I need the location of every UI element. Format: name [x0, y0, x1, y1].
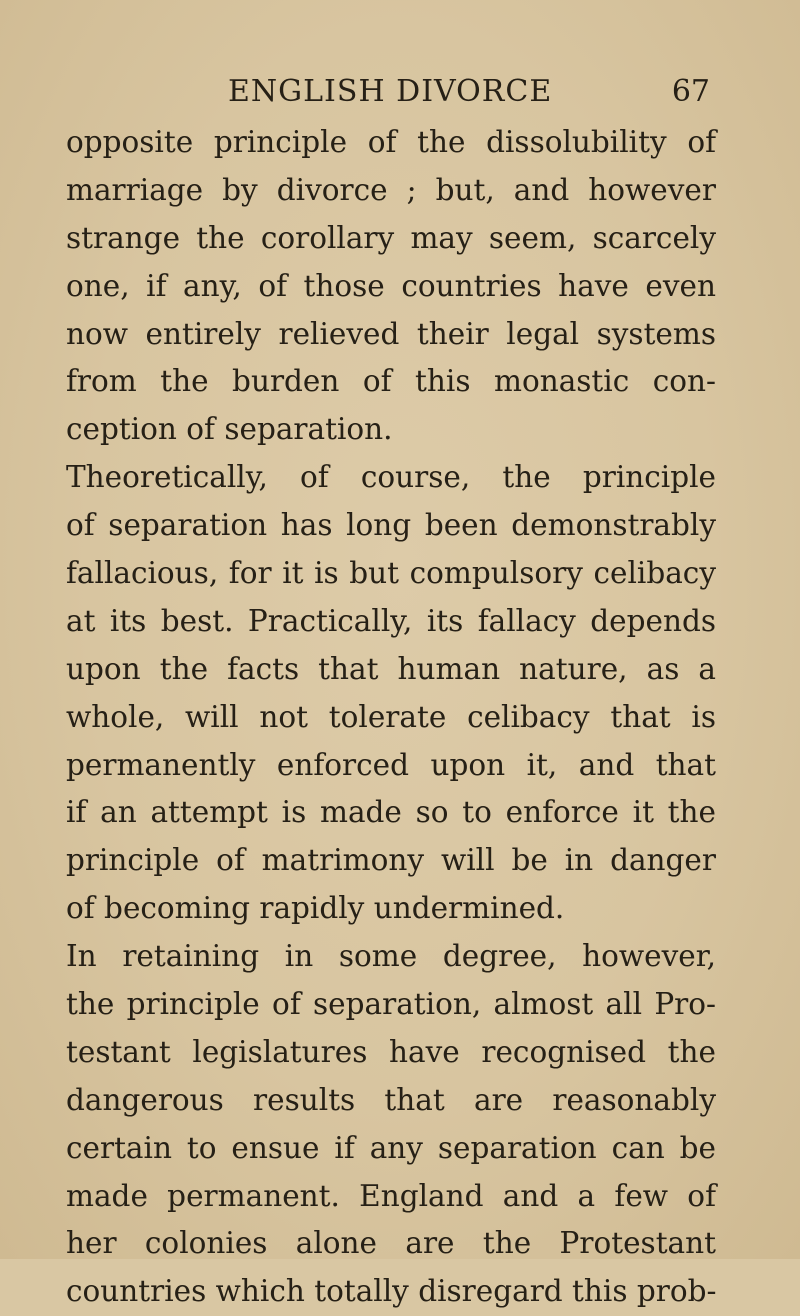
- text-line: at its best. Practically, its fallacy depends: [66, 603, 716, 638]
- text-line: now entirely relieved their legal systems: [66, 316, 716, 351]
- text-line: of becoming rapidly undermined.: [66, 891, 565, 926]
- page-number: 67: [671, 74, 710, 109]
- text-line: if an attempt is made so to enforce it the: [66, 795, 716, 830]
- text-line: of separation has long been demonstrably: [66, 508, 716, 543]
- text-line: Theoretically, of course, the principle: [66, 460, 716, 495]
- text-line: marriage by divorce ; but, and however: [66, 172, 716, 207]
- text-line: opposite principle of the dissolubility of: [66, 125, 716, 159]
- text-line: her colonies alone are the Protestant: [66, 1226, 716, 1261]
- text-line: whole, will not tolerate celibacy that is: [66, 699, 716, 734]
- text-line: the principle of separation, almost all Pro-: [66, 987, 716, 1022]
- text-line: one, if any, of those countries have even: [66, 268, 716, 303]
- text-line: upon the facts that human nature, as a: [66, 651, 716, 686]
- text-line: from the burden of this monastic con-: [66, 364, 716, 399]
- text-line: strange the corollary may seem, scarcely: [66, 220, 716, 255]
- text-line: ception of separation.: [66, 412, 393, 447]
- text-line: In retaining in some degree, however,: [66, 939, 716, 974]
- text-line: dangerous results that are reasonably: [66, 1082, 716, 1117]
- page-header: [228, 74, 710, 114]
- text-line: countries which totally disregard this prob-: [66, 1274, 717, 1309]
- body-text: [66, 119, 716, 1316]
- text-line: fallacious, for it is but compulsory celibacy: [66, 556, 716, 591]
- corner-stain-mark: [2, 1226, 18, 1254]
- text-line: principle of matrimony will be in danger: [66, 843, 716, 878]
- text-line: testant legislatures have recognised the: [66, 1034, 716, 1069]
- text-line: made permanent. England and a few of: [66, 1178, 716, 1213]
- running-title: ENGLISH DIVORCE: [228, 74, 553, 109]
- text-line: certain to ensue if any separation can be: [66, 1130, 716, 1165]
- text-line: permanently enforced upon it, and that: [66, 747, 716, 782]
